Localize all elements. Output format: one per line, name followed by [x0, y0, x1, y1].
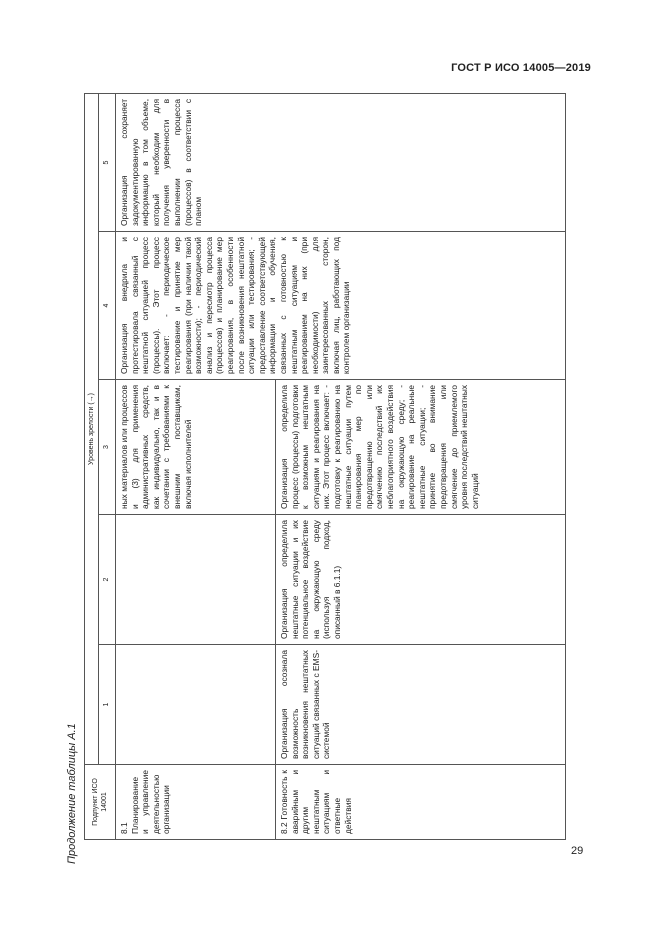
rotated-table-wrapper	[84, 94, 574, 840]
level-1-cell	[116, 645, 276, 765]
level-3-cell: ных материалов или процессов и (3) для применения административных средств, как индивидуально, так и в сочетании с требованиями к внешним поставщикам, включая исполнителей	[116, 380, 276, 515]
table-caption: Продолжение таблицы А.1	[66, 723, 78, 864]
subclause-cell: 8.1 Планирование и управление деятельностью организации	[116, 765, 276, 840]
level-5-cell: Организация сохраняет задокументированную информацию в том объеме, который необходим для получения уверенности в выполнении процесса (процессов) в соответствии с планом	[116, 93, 566, 231]
level-number: 4	[99, 232, 116, 380]
level-number: 5	[99, 93, 116, 231]
level-number: 3	[99, 380, 116, 515]
page-number: 29	[571, 845, 584, 857]
standard-designation: ГОСТ Р ИСО 14005—2019	[451, 62, 591, 74]
level-3-cell: Организация определила процесс (процессы) подготовки к возможным нештатным ситуациям и реагирования на них. Этот процесс включает: - подготовку к реагированию на нештатные ситуации путем планирования мер по предотвращению или смягчению последствий их неблагоприятного воздействия на окружающую среду; - реагирование на реальные нештатные ситуации; - принятие во внимание предотвращения или смягчение до приемлемого уровня последствий нештатных ситуаций	[276, 380, 566, 515]
level-2-cell: Организация определила нештатные ситуации и их потенциальное воздействие на окружающую среду (используя подход, описанный в 6.1.1)	[276, 515, 566, 645]
table-row	[116, 93, 276, 839]
level-number: 1	[99, 645, 116, 765]
level-1-cell: Организация осознала возможность возникновения нештатных ситуаций связанных с EMS-системой	[276, 645, 566, 765]
level-2-cell	[116, 515, 276, 645]
level-number: 2	[99, 515, 116, 645]
level-4-cell: Организация внедрила и протестировала связанный с нештатной ситуацией процесс (процессы). Этот процесс включает: - периодическое тестирование и принятие мер реагирования (при наличии такой возможности); - периодический анализ и пересмотр процесса (процессов) и планирование мер реагирования, в особенности после возникновения нештатной ситуации или тестирования; - предоставление соответствующей информации и обучения, связанных с готовностью к нештатным ситуациям и реагированием на них (при необходимости) для заинтересованных сторон, включая лиц, работающих под контролем организации	[116, 232, 566, 380]
level-header: Уровень зрелости (→)	[85, 93, 99, 764]
subclause-cell: 8.2 Готовность к аварийным и другим нештатным ситуациям и ответные действия	[276, 765, 566, 840]
col-subclause-header: Подпункт ИСО 14001	[85, 765, 116, 840]
maturity-table	[84, 93, 566, 840]
